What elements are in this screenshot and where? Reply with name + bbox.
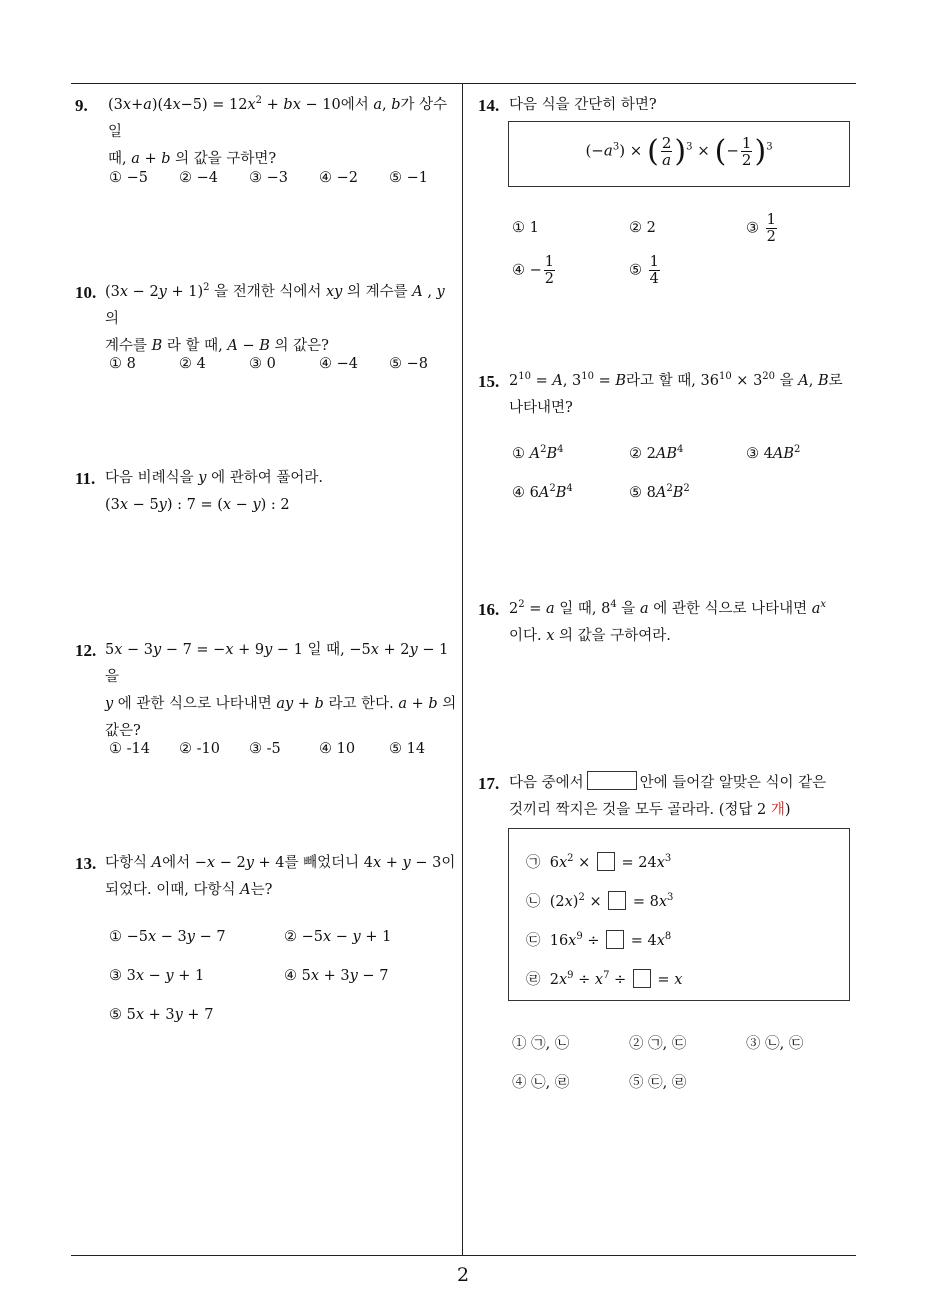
expression: $(-a^3)$ × ( $\frac{2}{a}$ )$^3$ × (− $\frac{1}{2}$ )$^3$: [585, 134, 773, 169]
option[interactable]: ② −5x − y + 1: [284, 929, 392, 945]
option[interactable]: ⑤ −1: [389, 170, 428, 186]
question-number: 16.: [478, 600, 500, 619]
question-text: [105, 850, 455, 904]
option[interactable]: ⑤ $8A^2B^2$: [629, 483, 690, 501]
question-line-2: 이다. x 의 값을 구하여라.: [509, 628, 671, 644]
item-c: ㉢ $16x^9$ ÷ = $4x^8$: [526, 931, 672, 949]
question-line-1: $(3x - 2y + 1)^2$ 을 전개한 식에서 xy 의 계수를 A , y 의: [105, 282, 445, 327]
option[interactable]: ④ −4: [319, 356, 358, 372]
question-line-3: 값은?: [105, 723, 141, 739]
question-line-1: 5x − 3y − 7 = −x + 9y − 1 일 때, −5x + 2y − 1 을: [105, 642, 449, 685]
option[interactable]: ⑤ ㉢, ㉣: [629, 1075, 687, 1091]
option[interactable]: ① 1: [512, 220, 539, 236]
option[interactable]: ① 8: [109, 356, 136, 372]
option[interactable]: ④ 5x + 3y − 7: [284, 968, 389, 984]
question-text: [509, 596, 826, 650]
question-line-2: y 에 관한 식으로 나타내면 ay + b 라고 한다. a + b 의: [105, 696, 457, 712]
option[interactable]: ④ 10: [319, 741, 356, 757]
option[interactable]: ② 4: [179, 356, 206, 372]
option[interactable]: ① $A^2B^4$: [512, 444, 564, 462]
option[interactable]: ② $2AB^4$: [629, 444, 684, 462]
question-line-2: 되었다. 이때, 다항식 A는?: [105, 882, 273, 898]
option[interactable]: ③ -5: [249, 741, 281, 757]
question-number: 10.: [75, 283, 97, 302]
option[interactable]: ① −5x − 3y − 7: [109, 929, 226, 945]
question-text: [105, 279, 460, 360]
option[interactable]: ② ㉠, ㉢: [629, 1036, 687, 1052]
question-line-2: 계수를 B 라 할 때, A − B 의 값은?: [105, 338, 329, 354]
option[interactable]: ③ $\frac{1}{2}$: [746, 212, 776, 245]
option[interactable]: ② −4: [179, 170, 218, 186]
page-number: 2: [456, 1264, 470, 1286]
question-number: 13.: [75, 854, 97, 873]
question-number: 14.: [478, 96, 500, 115]
option[interactable]: ① ㉠, ㉡: [512, 1036, 570, 1052]
option[interactable]: ⑤ −8: [389, 356, 428, 372]
question-number: 15.: [478, 372, 500, 391]
question-line-2: (3x − 5y) : 7 = (x − y) : 2: [105, 497, 290, 513]
option[interactable]: ③ 0: [249, 356, 276, 372]
question-text: 다음 식을 간단히 하면?: [509, 97, 657, 113]
question-text: [105, 637, 460, 745]
question-text: [509, 368, 843, 422]
item-b: ㉡ $(2x)^2$ × = $8x^3$: [526, 892, 674, 910]
question-line-2: 것끼리 짝지은 것을 모두 골라라. (정답 2 개): [509, 802, 791, 818]
question-line-1: 다음 비례식을 y 에 관하여 풀어라.: [105, 470, 323, 486]
option[interactable]: ④ ㉡, ㉣: [512, 1075, 570, 1091]
question-line-1: 다음 중에서 안에 들어갈 알맞은 식이 같은: [509, 770, 826, 797]
option[interactable]: ② 2: [629, 220, 656, 236]
question-text: [108, 92, 460, 173]
option[interactable]: ③ 3x − y + 1: [109, 968, 205, 984]
option[interactable]: ④ −2: [319, 170, 358, 186]
blank-box: [587, 771, 637, 790]
option[interactable]: ④ $6A^2B^4$: [512, 483, 573, 501]
item-a: ㉠ $6x^2$ × = $24x^3$: [526, 853, 672, 871]
option[interactable]: ③ ㉡, ㉢: [746, 1036, 804, 1052]
question-text: [105, 465, 323, 519]
bottom-rule: [71, 1255, 856, 1256]
option[interactable]: ① −5: [109, 170, 148, 186]
question-text: [509, 770, 826, 824]
option[interactable]: ③ −3: [249, 170, 288, 186]
option[interactable]: ④ − $\frac{1}{2}$: [512, 254, 554, 287]
question-line-1: $(3x+a)(4x-5) = 12x^2$ + bx − 10에서 a, b가 상수일: [108, 95, 448, 140]
question-line-1: $2^2 = a$ 일 때, $8^4$ 을 a 에 관한 식으로 나타내면 $a^x$: [509, 599, 827, 617]
option[interactable]: ② -10: [179, 741, 220, 757]
items-box: [508, 828, 850, 1001]
question-line-2: 때, a + b 의 값을 구하면?: [108, 151, 277, 167]
item-d: ㉣ $2x^9 \div x^7$ ÷ = x: [526, 970, 683, 988]
option[interactable]: ⑤ $\frac{1}{4}$: [629, 254, 659, 287]
question-number: 12.: [75, 641, 97, 660]
question-line-1: $2^{10} = A$, $3^{10} = B$라고 할 때, $36^{10} \times 3^{20}$ 을 A, B로: [509, 371, 843, 389]
option[interactable]: ① -14: [109, 741, 150, 757]
question-line-2: 나타내면?: [509, 400, 573, 416]
question-number: 17.: [478, 774, 500, 793]
option[interactable]: ⑤ 14: [389, 741, 426, 757]
question-number: 11.: [75, 469, 96, 488]
options-q14: [512, 210, 852, 290]
top-rule: [71, 83, 856, 84]
question-line-1: 다항식 A에서 −x − 2y + 4를 빼었더니 4x + y − 3이: [105, 855, 456, 871]
question-number: 9.: [75, 96, 88, 115]
column-divider: [462, 84, 463, 1255]
option[interactable]: ③ $4AB^2$: [746, 444, 801, 462]
option[interactable]: ⑤ 5x + 3y + 7: [109, 1007, 214, 1023]
expression-box: [508, 121, 850, 187]
